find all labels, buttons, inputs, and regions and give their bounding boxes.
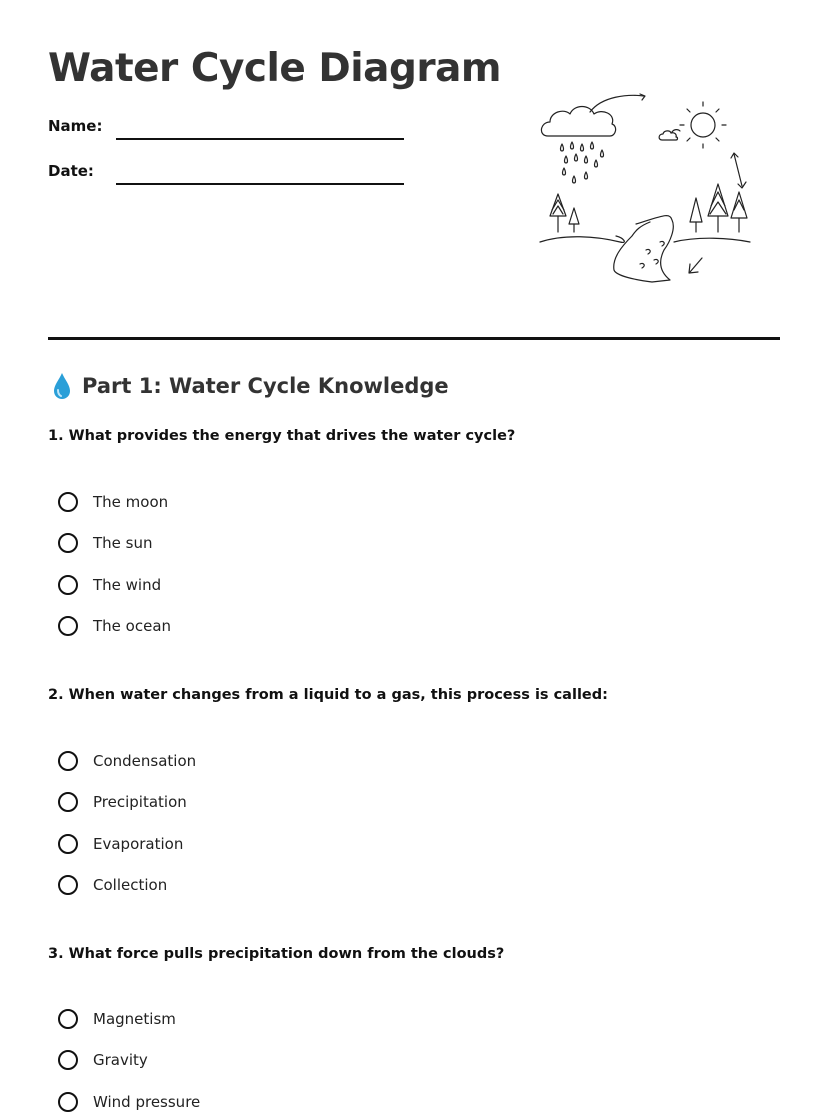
radio-button[interactable] <box>58 875 78 895</box>
name-field[interactable] <box>116 138 404 140</box>
option-q2-d[interactable] <box>58 875 167 895</box>
option-label: The wind <box>93 576 162 594</box>
option-q1-a[interactable] <box>58 492 168 512</box>
radio-button[interactable] <box>58 834 78 854</box>
section-header <box>52 372 449 400</box>
radio-button[interactable] <box>58 575 78 595</box>
option-q3-b[interactable] <box>58 1050 148 1070</box>
option-q3-c[interactable] <box>58 1092 200 1112</box>
radio-button[interactable] <box>58 492 78 512</box>
radio-button[interactable] <box>58 792 78 812</box>
option-label: The sun <box>93 534 153 552</box>
option-q1-c[interactable] <box>58 575 161 595</box>
option-q2-b[interactable] <box>58 792 187 812</box>
water-cycle-sketch-icon <box>536 92 754 286</box>
radio-button[interactable] <box>58 1050 78 1070</box>
section-divider <box>48 337 780 340</box>
water-drop-icon <box>52 372 72 400</box>
radio-button[interactable] <box>58 751 78 771</box>
option-q3-a[interactable] <box>58 1009 176 1029</box>
question-1: 1. What provides the energy that drives the water cycle? <box>48 428 516 444</box>
option-label: Condensation <box>93 752 197 770</box>
question-3: 3. What force pulls precipitation down from the clouds? <box>48 946 505 962</box>
option-label: The ocean <box>93 617 172 635</box>
radio-button[interactable] <box>58 1092 78 1112</box>
option-label: The moon <box>93 493 169 511</box>
page-title: Water Cycle Diagram <box>48 46 502 91</box>
date-label: Date: <box>48 162 94 180</box>
date-field[interactable] <box>116 183 404 185</box>
radio-button[interactable] <box>58 1009 78 1029</box>
name-label: Name: <box>48 117 103 135</box>
option-q2-a[interactable] <box>58 751 196 771</box>
section-title: Part 1: Water Cycle Knowledge <box>82 374 449 398</box>
option-label: Wind pressure <box>93 1093 201 1111</box>
option-label: Magnetism <box>93 1010 176 1028</box>
option-label: Precipitation <box>93 793 187 811</box>
radio-button[interactable] <box>58 616 78 636</box>
option-q1-d[interactable] <box>58 616 171 636</box>
option-q1-b[interactable] <box>58 533 153 553</box>
option-label: Evaporation <box>93 835 184 853</box>
option-label: Collection <box>93 876 168 894</box>
option-q2-c[interactable] <box>58 834 183 854</box>
question-2: 2. When water changes from a liquid to a gas, this process is called: <box>48 687 608 703</box>
radio-button[interactable] <box>58 533 78 553</box>
option-label: Gravity <box>93 1051 148 1069</box>
